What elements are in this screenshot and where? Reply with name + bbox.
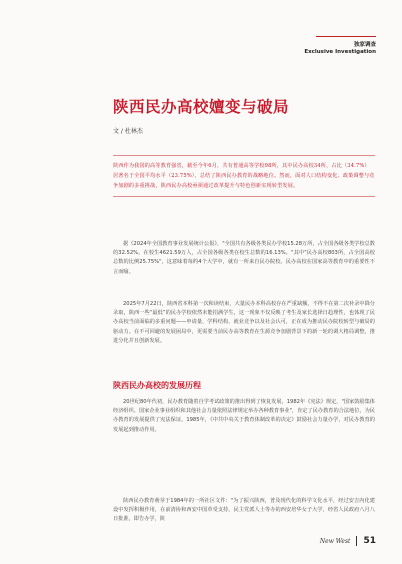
page-footer xyxy=(320,536,376,546)
abstract-text: 陕西作为我国的高等教育强省，截至今年6月，共有普通高等学校98所，其中民办高校34所，占比（34.7%）居著名于全国平均水平（23.75%），总结了陕西民办教育的战略地位。然而，面对人口结构变化、政策调整与竞争加剧的多重挑战，陕西民办高校亟须通过改革提升与特色创新实现转型发展。 xyxy=(113,163,375,189)
section-label-cn: 独家调查 xyxy=(353,42,376,48)
footer-divider xyxy=(356,536,357,546)
body-paragraph xyxy=(113,398,375,438)
article-abstract xyxy=(113,155,375,197)
abstract-bottom-rule xyxy=(113,196,375,197)
body-paragraph xyxy=(113,300,375,349)
paragraph-2: 2025年7月22日，陕西省本科第一次和读结束，大量民办本科高校存在严重缺额，不得不在第二次补录中降分录取，陕西一些“最低”的民办学校依然未能招满学生，这一现象不仅反映了考生及家长选择日趋理性，也体现了民办高校当前面临的多重问题——申请量、学科结构、就业竞争以及社会认可，正在成为推动民办院校转型与破局的驱动力。在不可回避的发展困局中，更需要当前民办高等教育在生源竞争加剧背景下的新一轮的调大格局调整，推进分化并且创新发展。 xyxy=(113,301,375,344)
body-paragraph xyxy=(113,497,375,528)
abstract-top-rule xyxy=(113,155,375,156)
page-number: 51 xyxy=(363,536,376,546)
body-paragraph xyxy=(113,240,375,280)
section-heading: 陕西民办高校的发展历程 xyxy=(113,381,201,390)
magazine-name: New West xyxy=(319,537,351,545)
section-label-en: Exclusive Investigation xyxy=(304,49,376,55)
article-author: 文 / 杜林杰 xyxy=(113,128,143,135)
paragraph-1: 据《2024年全国教育事业发展统计公报》，"全国共有各级各类民办学校15.28万所，占全国各级各类学校总数的32.52%。在校生4621.59万人，占全国各级各类在校生总数的16.13%。"其中"民办高校803所，占全国高校总数的比例25.75%"，这意味着每约4个大学中，就有一所来自民办院校。民办高校在国家高等教育中的重要性不言而喻。 xyxy=(113,241,375,275)
paragraph-3: 20世纪80年代初，民办教育随着自学考试政策的推出得到了恢复发展，1982年《宪法》规定，"国家鼓励集体经济组织、国家企业事业组织和其他社会力量依照法律规定举办各种教育事业"，肯定了民办教育的合法地位，为民办教育的发展提供了宪法保证。1985年，《中共中央关于教育体制改革的决定》鼓励社会力量办学，对民办教育的发展起到推动作用。 xyxy=(113,399,375,433)
article-title: 陕西民办高校嬗变与破局 xyxy=(113,97,290,116)
paragraph-4: 陕西民办教育萌芽于1984年的一所社区文件："为了振兴陕西，普及现代化的科学文化水平，经过安吉内化建设中发挥积极作用，在前清协和西安中国草受支持，民主党派人士等办的西安培华女子大学，经省人民政府八月八日批准，即告办学，陕 xyxy=(113,498,375,523)
header-rule xyxy=(316,36,376,37)
section-header xyxy=(304,40,376,55)
